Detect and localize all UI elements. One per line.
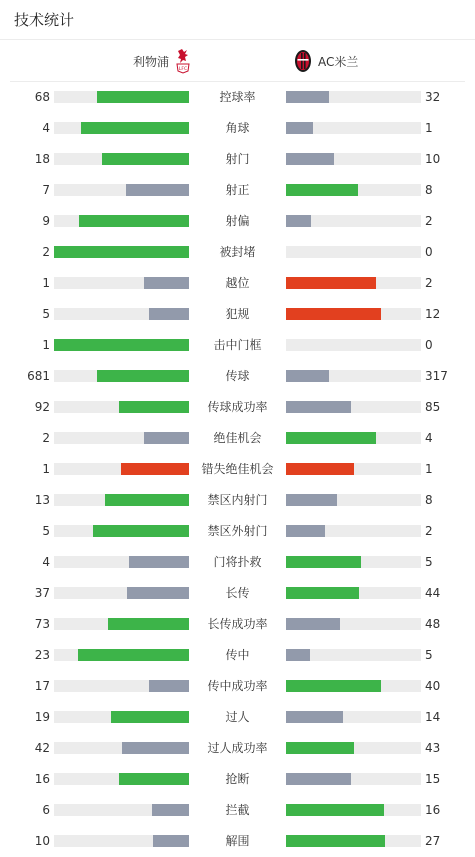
home-stat-bar-fill — [126, 184, 189, 196]
away-stat-value: 40 — [425, 679, 441, 693]
stat-label: 过人 — [225, 710, 250, 724]
away-stat-bar — [286, 494, 421, 506]
stat-row — [0, 459, 475, 479]
home-stat-value: 1 — [42, 276, 50, 290]
svg-text:LFC: LFC — [178, 67, 188, 72]
home-stat-value: 19 — [34, 710, 50, 724]
stat-row — [0, 769, 475, 789]
away-stat-bar — [286, 649, 421, 661]
home-stat-bar-fill — [79, 215, 189, 227]
away-stat-bar-fill — [286, 308, 381, 320]
away-stat-bar — [286, 835, 421, 847]
away-stat-bar-fill — [286, 277, 376, 289]
stat-label: 越位 — [225, 276, 250, 290]
stat-row — [0, 428, 475, 448]
stat-label: 传球成功率 — [207, 400, 268, 414]
home-stat-bar-fill — [119, 401, 189, 413]
stat-label: 传中成功率 — [207, 679, 268, 693]
home-stat-bar — [54, 773, 189, 785]
home-stat-bar — [54, 184, 189, 196]
home-stat-bar — [54, 711, 189, 723]
home-stat-value: 6 — [42, 803, 50, 817]
away-stat-bar — [286, 153, 421, 165]
home-stat-bar — [54, 91, 189, 103]
away-stat-bar — [286, 308, 421, 320]
home-stat-bar — [54, 246, 189, 258]
stat-row — [0, 521, 475, 541]
home-stat-bar — [54, 370, 189, 382]
away-stat-bar-fill — [286, 711, 343, 723]
away-stat-bar-fill — [286, 835, 385, 847]
home-stat-value: 5 — [42, 307, 50, 321]
home-stat-bar-fill — [129, 556, 189, 568]
away-stat-bar — [286, 618, 421, 630]
home-stat-bar — [54, 153, 189, 165]
home-stat-bar-fill — [119, 773, 189, 785]
away-stat-value: 5 — [425, 555, 433, 569]
ac-milan-crest-icon — [294, 49, 312, 73]
away-stat-bar — [286, 246, 421, 258]
home-stat-bar-fill — [152, 804, 189, 816]
home-stat-value: 5 — [42, 524, 50, 538]
away-stat-value: 10 — [425, 152, 441, 166]
away-stat-bar-fill — [286, 432, 376, 444]
stat-label: 绝佳机会 — [213, 431, 262, 445]
home-stat-value: 1 — [42, 462, 50, 476]
stat-row — [0, 87, 475, 107]
away-stat-value: 2 — [425, 214, 433, 228]
away-stat-bar — [286, 91, 421, 103]
home-stat-value: 23 — [34, 648, 50, 662]
home-stat-bar — [54, 339, 189, 351]
home-stat-bar-fill — [108, 618, 189, 630]
home-stat-bar-fill — [121, 463, 189, 475]
home-stat-bar — [54, 618, 189, 630]
away-stat-bar-fill — [286, 525, 325, 537]
away-stat-bar-fill — [286, 401, 351, 413]
stat-label: 被封堵 — [219, 245, 256, 259]
home-stat-bar-fill — [149, 680, 189, 692]
home-stat-bar-fill — [105, 494, 189, 506]
away-stat-bar — [286, 401, 421, 413]
home-stat-bar-fill — [97, 91, 189, 103]
away-stat-bar-fill — [286, 680, 381, 692]
home-team-name: 利物浦 — [132, 54, 169, 69]
away-stat-bar-fill — [286, 587, 359, 599]
home-stat-value: 7 — [42, 183, 50, 197]
home-stat-bar — [54, 308, 189, 320]
stat-label: 长传成功率 — [207, 617, 268, 631]
home-stat-value: 42 — [34, 741, 50, 755]
away-stat-bar — [286, 525, 421, 537]
away-stat-bar-fill — [286, 649, 310, 661]
stat-label: 射门 — [225, 152, 250, 166]
away-stat-value: 32 — [425, 90, 441, 104]
away-team[interactable] — [294, 41, 358, 81]
home-team[interactable] — [133, 41, 191, 81]
liverbird-crest-icon — [175, 48, 191, 74]
home-stat-bar — [54, 835, 189, 847]
home-stat-value: 681 — [27, 369, 50, 383]
stat-label: 禁区内射门 — [207, 493, 268, 507]
home-stat-bar — [54, 215, 189, 227]
home-stat-bar — [54, 432, 189, 444]
away-stat-bar-fill — [286, 153, 334, 165]
home-stat-value: 73 — [34, 617, 50, 631]
away-stat-bar-fill — [286, 556, 361, 568]
away-stat-bar-fill — [286, 215, 311, 227]
home-stat-bar — [54, 525, 189, 537]
away-stat-value: 2 — [425, 276, 433, 290]
away-stat-value: 8 — [425, 493, 433, 507]
stat-row — [0, 583, 475, 603]
stat-label: 射偏 — [225, 214, 250, 228]
stat-row — [0, 831, 475, 851]
home-stat-bar — [54, 587, 189, 599]
away-stat-bar — [286, 587, 421, 599]
away-stat-bar — [286, 742, 421, 754]
stat-row — [0, 490, 475, 510]
stat-label: 犯规 — [225, 307, 250, 321]
stat-row — [0, 676, 475, 696]
away-stat-value: 43 — [425, 741, 441, 755]
home-stat-value: 1 — [42, 338, 50, 352]
home-stat-bar — [54, 680, 189, 692]
section-header — [0, 0, 475, 40]
home-stat-bar — [54, 463, 189, 475]
home-stat-bar — [54, 277, 189, 289]
stat-row — [0, 800, 475, 820]
away-stat-bar — [286, 463, 421, 475]
away-stat-bar — [286, 556, 421, 568]
stat-row — [0, 707, 475, 727]
home-stat-bar-fill — [102, 153, 189, 165]
home-stat-bar — [54, 804, 189, 816]
away-stat-value: 8 — [425, 183, 433, 197]
stat-row — [0, 397, 475, 417]
home-stat-bar-fill — [78, 649, 189, 661]
home-stat-bar — [54, 556, 189, 568]
away-stat-bar-fill — [286, 184, 358, 196]
away-stat-bar — [286, 432, 421, 444]
stat-label: 门将扑救 — [213, 555, 262, 569]
stat-row — [0, 149, 475, 169]
away-stat-value: 15 — [425, 772, 441, 786]
away-stat-bar-fill — [286, 773, 351, 785]
away-team-name: AC米兰 — [318, 54, 359, 69]
stat-row — [0, 614, 475, 634]
home-stat-bar-fill — [149, 308, 189, 320]
away-stat-bar-fill — [286, 742, 354, 754]
stat-label: 射正 — [225, 183, 250, 197]
home-stat-bar-fill — [93, 525, 189, 537]
away-stat-value: 0 — [425, 338, 433, 352]
stat-label: 传球 — [225, 369, 250, 383]
home-stat-bar-fill — [54, 339, 189, 351]
stat-row — [0, 304, 475, 324]
stat-row — [0, 645, 475, 665]
home-stat-value: 4 — [42, 555, 50, 569]
home-stat-bar — [54, 401, 189, 413]
stat-row — [0, 118, 475, 138]
away-stat-bar-fill — [286, 618, 340, 630]
away-stat-value: 27 — [425, 834, 441, 848]
away-stat-value: 12 — [425, 307, 441, 321]
away-stat-value: 317 — [425, 369, 448, 383]
home-stat-bar-fill — [144, 432, 189, 444]
home-stat-bar-fill — [153, 835, 189, 847]
home-stat-bar-fill — [144, 277, 189, 289]
home-stat-value: 2 — [42, 431, 50, 445]
stat-row — [0, 366, 475, 386]
away-stat-bar — [286, 339, 421, 351]
stat-row — [0, 552, 475, 572]
stat-row — [0, 335, 475, 355]
stat-label: 错失绝佳机会 — [201, 462, 274, 476]
home-stat-bar-fill — [54, 246, 189, 258]
home-stat-value: 17 — [34, 679, 50, 693]
away-stat-bar-fill — [286, 463, 354, 475]
home-stat-value: 68 — [34, 90, 50, 104]
home-stat-value: 16 — [34, 772, 50, 786]
home-stat-bar-fill — [111, 711, 189, 723]
stat-row — [0, 242, 475, 262]
stat-row — [0, 738, 475, 758]
away-stat-value: 5 — [425, 648, 433, 662]
home-stat-value: 13 — [34, 493, 50, 507]
home-stat-value: 92 — [34, 400, 50, 414]
away-stat-value: 1 — [425, 462, 433, 476]
away-stat-bar-fill — [286, 370, 329, 382]
home-stat-value: 4 — [42, 121, 50, 135]
stat-label: 过人成功率 — [207, 741, 268, 755]
away-stat-bar — [286, 370, 421, 382]
away-stat-value: 85 — [425, 400, 441, 414]
away-stat-value: 1 — [425, 121, 433, 135]
stat-row — [0, 180, 475, 200]
away-stat-value: 0 — [425, 245, 433, 259]
away-stat-bar — [286, 184, 421, 196]
stat-label: 角球 — [225, 121, 250, 135]
away-stat-bar — [286, 122, 421, 134]
away-stat-bar-fill — [286, 494, 337, 506]
stat-label: 禁区外射门 — [207, 524, 268, 538]
home-stat-value: 9 — [42, 214, 50, 228]
away-stat-value: 4 — [425, 431, 433, 445]
away-stat-bar — [286, 773, 421, 785]
away-stat-bar — [286, 215, 421, 227]
stat-row — [0, 273, 475, 293]
stat-label: 传中 — [225, 648, 250, 662]
home-stat-value: 37 — [34, 586, 50, 600]
home-stat-bar-fill — [122, 742, 189, 754]
stat-label: 控球率 — [219, 90, 256, 104]
stat-label: 拦截 — [225, 803, 250, 817]
home-stat-bar-fill — [81, 122, 189, 134]
away-stat-bar-fill — [286, 804, 384, 816]
stat-row — [0, 211, 475, 231]
home-stat-bar — [54, 649, 189, 661]
away-stat-value: 16 — [425, 803, 441, 817]
home-stat-bar-fill — [97, 370, 189, 382]
home-stat-value: 10 — [34, 834, 50, 848]
section-title: 技术统计 — [14, 11, 75, 29]
teams-header — [10, 41, 465, 82]
home-stat-bar-fill — [127, 587, 189, 599]
stat-label: 解围 — [225, 834, 250, 848]
away-stat-bar-fill — [286, 122, 313, 134]
stat-label: 击中门框 — [213, 338, 262, 352]
away-stat-bar — [286, 804, 421, 816]
away-stat-bar-fill — [286, 91, 329, 103]
home-stat-bar — [54, 742, 189, 754]
away-stat-value: 44 — [425, 586, 441, 600]
stat-label: 抢断 — [225, 772, 250, 786]
home-stat-bar — [54, 494, 189, 506]
home-stat-value: 2 — [42, 245, 50, 259]
away-stat-value: 48 — [425, 617, 441, 631]
home-stat-bar — [54, 122, 189, 134]
away-stat-bar — [286, 680, 421, 692]
away-stat-bar — [286, 277, 421, 289]
away-stat-bar — [286, 711, 421, 723]
home-stat-value: 18 — [34, 152, 50, 166]
away-stat-value: 14 — [425, 710, 441, 724]
away-stat-value: 2 — [425, 524, 433, 538]
stat-label: 长传 — [225, 586, 250, 600]
